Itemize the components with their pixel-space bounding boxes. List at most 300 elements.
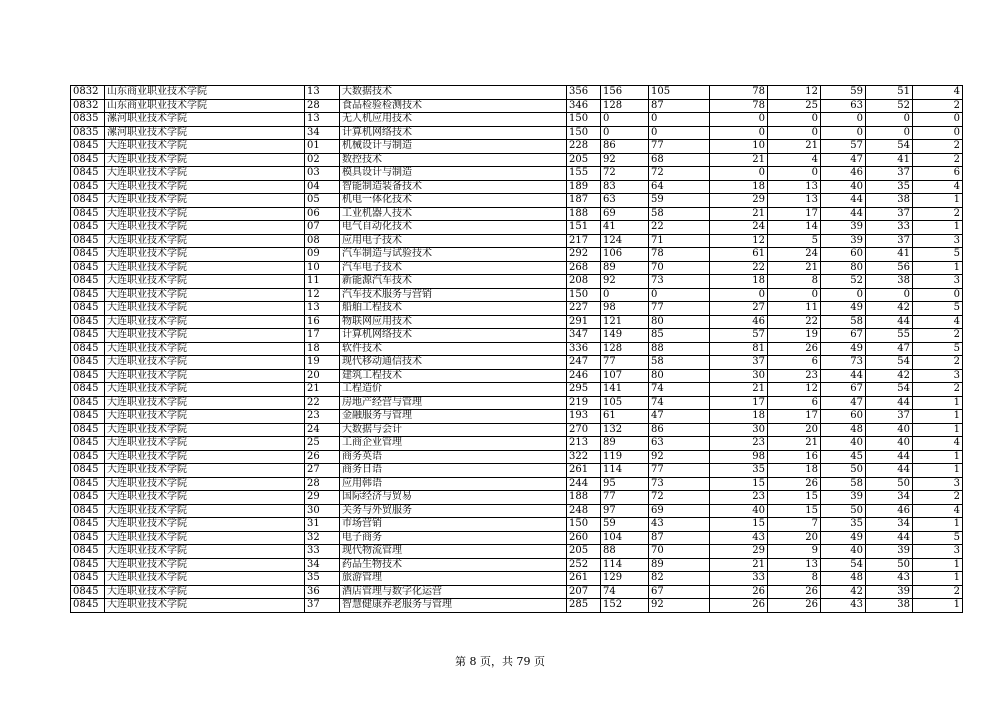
value-f-cell: 37 [866,234,913,248]
value-e-cell: 39 [821,221,866,235]
plan-count-cell: 213 [567,437,601,451]
value-c-cell: 18 [710,180,768,194]
school-code-cell: 0845 [71,464,105,478]
value-g-cell: 1 [913,261,963,275]
value-d-cell: 18 [768,464,821,478]
value-d-cell: 15 [768,491,821,505]
value-a-cell: 149 [601,329,649,343]
value-e-cell: 50 [821,504,866,518]
value-g-cell: 0 [913,126,963,140]
value-c-cell: 98 [710,450,768,464]
plan-count-cell: 346 [567,99,601,113]
plan-count-cell: 150 [567,126,601,140]
value-d-cell: 12 [768,86,821,100]
value-g-cell: 1 [913,572,963,586]
plan-count-cell: 189 [567,180,601,194]
value-e-cell: 40 [821,545,866,559]
plan-count-cell: 248 [567,504,601,518]
value-d-cell: 26 [768,477,821,491]
value-c-cell: 29 [710,194,768,208]
page-footer: 第 8 页，共 79 页 [455,655,545,668]
value-f-cell: 38 [866,194,913,208]
value-e-cell: 0 [821,288,866,302]
plan-count-cell: 155 [567,167,601,181]
school-name-cell: 大连职业技术学院 [105,450,305,464]
major-code-cell: 23 [305,410,340,424]
major-code-cell: 03 [305,167,340,181]
table-row [71,585,963,599]
value-b-cell: 74 [649,383,710,397]
plan-count-cell: 268 [567,261,601,275]
value-a-cell: 63 [601,194,649,208]
value-a-cell: 89 [601,261,649,275]
value-a-cell: 83 [601,180,649,194]
value-e-cell: 44 [821,207,866,221]
value-c-cell: 30 [710,423,768,437]
value-e-cell: 47 [821,396,866,410]
major-name-cell: 现代物流管理 [340,545,567,559]
value-f-cell: 44 [866,315,913,329]
major-code-cell: 12 [305,288,340,302]
value-a-cell: 0 [601,126,649,140]
value-c-cell: 15 [710,518,768,532]
value-e-cell: 54 [821,558,866,572]
value-d-cell: 0 [768,167,821,181]
value-f-cell: 54 [866,383,913,397]
value-b-cell: 0 [649,113,710,127]
school-code-cell: 0845 [71,329,105,343]
major-code-cell: 13 [305,302,340,316]
table-row [71,153,963,167]
value-e-cell: 39 [821,491,866,505]
value-c-cell: 29 [710,545,768,559]
school-code-cell: 0845 [71,423,105,437]
school-code-cell: 0845 [71,369,105,383]
value-e-cell: 47 [821,153,866,167]
value-d-cell: 19 [768,329,821,343]
plan-count-cell: 247 [567,356,601,370]
major-name-cell: 电气自动化技术 [340,221,567,235]
major-name-cell: 关务与外贸服务 [340,504,567,518]
table-row [71,194,963,208]
school-name-cell: 山东商业职业技术学院 [105,86,305,100]
table-row [71,302,963,316]
plan-count-cell: 151 [567,221,601,235]
plan-count-cell: 150 [567,518,601,532]
school-name-cell: 大连职业技术学院 [105,531,305,545]
major-name-cell: 计算机网络技术 [340,329,567,343]
major-name-cell: 应用韩语 [340,477,567,491]
value-c-cell: 17 [710,396,768,410]
value-e-cell: 35 [821,518,866,532]
value-c-cell: 46 [710,315,768,329]
major-code-cell: 07 [305,221,340,235]
value-d-cell: 13 [768,180,821,194]
school-code-cell: 0845 [71,558,105,572]
major-code-cell: 34 [305,126,340,140]
major-code-cell: 27 [305,464,340,478]
major-name-cell: 大数据与会计 [340,423,567,437]
value-d-cell: 26 [768,342,821,356]
major-name-cell: 商务英语 [340,450,567,464]
table-row [71,329,963,343]
value-a-cell: 86 [601,140,649,154]
school-name-cell: 大连职业技术学院 [105,369,305,383]
value-e-cell: 58 [821,477,866,491]
major-code-cell: 04 [305,180,340,194]
value-a-cell: 97 [601,504,649,518]
school-name-cell: 大连职业技术学院 [105,545,305,559]
major-code-cell: 29 [305,491,340,505]
value-g-cell: 2 [913,140,963,154]
school-code-cell: 0845 [71,207,105,221]
value-f-cell: 37 [866,167,913,181]
value-d-cell: 22 [768,315,821,329]
value-e-cell: 52 [821,275,866,289]
table-row [71,234,963,248]
value-b-cell: 0 [649,288,710,302]
value-c-cell: 0 [710,167,768,181]
plan-count-cell: 291 [567,315,601,329]
school-code-cell: 0845 [71,518,105,532]
plan-count-cell: 246 [567,369,601,383]
value-f-cell: 50 [866,558,913,572]
value-e-cell: 63 [821,99,866,113]
plan-count-cell: 205 [567,545,601,559]
value-g-cell: 4 [913,437,963,451]
value-e-cell: 43 [821,599,866,613]
value-f-cell: 47 [866,342,913,356]
table-row [71,113,963,127]
value-d-cell: 15 [768,504,821,518]
value-f-cell: 0 [866,126,913,140]
table-row [71,531,963,545]
value-a-cell: 114 [601,464,649,478]
value-a-cell: 95 [601,477,649,491]
plan-count-cell: 356 [567,86,601,100]
major-code-cell: 06 [305,207,340,221]
plan-count-cell: 347 [567,329,601,343]
value-g-cell: 5 [913,302,963,316]
major-code-cell: 16 [305,315,340,329]
value-c-cell: 10 [710,140,768,154]
major-code-cell: 13 [305,113,340,127]
major-name-cell: 机电一体化技术 [340,194,567,208]
value-c-cell: 24 [710,221,768,235]
school-code-cell: 0845 [71,450,105,464]
school-code-cell: 0845 [71,342,105,356]
major-code-cell: 19 [305,356,340,370]
major-name-cell: 旅游管理 [340,572,567,586]
value-e-cell: 59 [821,86,866,100]
value-b-cell: 68 [649,153,710,167]
value-a-cell: 152 [601,599,649,613]
school-name-cell: 大连职业技术学院 [105,315,305,329]
value-c-cell: 26 [710,599,768,613]
value-a-cell: 129 [601,572,649,586]
plan-count-cell: 285 [567,599,601,613]
value-e-cell: 40 [821,437,866,451]
value-f-cell: 54 [866,356,913,370]
value-f-cell: 34 [866,491,913,505]
value-d-cell: 6 [768,356,821,370]
value-b-cell: 0 [649,126,710,140]
value-b-cell: 58 [649,207,710,221]
value-f-cell: 40 [866,423,913,437]
value-g-cell: 3 [913,369,963,383]
school-code-cell: 0832 [71,99,105,113]
table-row [71,383,963,397]
school-name-cell: 大连职业技术学院 [105,167,305,181]
major-code-cell: 20 [305,369,340,383]
value-f-cell: 37 [866,410,913,424]
school-name-cell: 大连职业技术学院 [105,491,305,505]
value-b-cell: 69 [649,504,710,518]
value-e-cell: 60 [821,248,866,262]
value-a-cell: 88 [601,545,649,559]
value-a-cell: 128 [601,342,649,356]
value-b-cell: 92 [649,599,710,613]
major-code-cell: 17 [305,329,340,343]
value-d-cell: 8 [768,275,821,289]
major-name-cell: 软件技术 [340,342,567,356]
value-d-cell: 21 [768,261,821,275]
school-name-cell: 大连职业技术学院 [105,221,305,235]
major-code-cell: 33 [305,545,340,559]
value-d-cell: 9 [768,545,821,559]
major-name-cell: 工业机器人技术 [340,207,567,221]
value-d-cell: 8 [768,572,821,586]
value-a-cell: 132 [601,423,649,437]
major-name-cell: 电子商务 [340,531,567,545]
plan-count-cell: 228 [567,140,601,154]
school-name-cell: 大连职业技术学院 [105,383,305,397]
table-row [71,315,963,329]
value-f-cell: 50 [866,477,913,491]
value-c-cell: 18 [710,410,768,424]
major-name-cell: 汽车技术服务与营销 [340,288,567,302]
value-g-cell: 3 [913,545,963,559]
value-b-cell: 77 [649,302,710,316]
school-code-cell: 0845 [71,531,105,545]
value-d-cell: 0 [768,126,821,140]
value-b-cell: 70 [649,261,710,275]
table-row [71,369,963,383]
value-c-cell: 78 [710,86,768,100]
value-c-cell: 57 [710,329,768,343]
major-name-cell: 数控技术 [340,153,567,167]
major-name-cell: 酒店管理与数字化运营 [340,585,567,599]
school-code-cell: 0835 [71,126,105,140]
value-d-cell: 0 [768,288,821,302]
school-name-cell: 大连职业技术学院 [105,410,305,424]
school-code-cell: 0845 [71,140,105,154]
value-g-cell: 1 [913,410,963,424]
school-name-cell: 大连职业技术学院 [105,599,305,613]
major-name-cell: 商务日语 [340,464,567,478]
major-name-cell: 大数据技术 [340,86,567,100]
value-f-cell: 33 [866,221,913,235]
value-g-cell: 1 [913,450,963,464]
school-name-cell: 大连职业技术学院 [105,356,305,370]
major-name-cell: 物联网应用技术 [340,315,567,329]
major-name-cell: 智能制造装备技术 [340,180,567,194]
value-c-cell: 21 [710,383,768,397]
value-b-cell: 86 [649,423,710,437]
value-c-cell: 33 [710,572,768,586]
major-name-cell: 汽车制造与试验技术 [340,248,567,262]
major-code-cell: 01 [305,140,340,154]
table-row [71,599,963,613]
value-f-cell: 56 [866,261,913,275]
value-g-cell: 1 [913,599,963,613]
value-b-cell: 47 [649,410,710,424]
major-name-cell: 房地产经营与管理 [340,396,567,410]
major-name-cell: 智慧健康养老服务与管理 [340,599,567,613]
school-code-cell: 0845 [71,167,105,181]
school-name-cell: 大连职业技术学院 [105,464,305,478]
school-code-cell: 0845 [71,302,105,316]
major-code-cell: 31 [305,518,340,532]
table-row [71,518,963,532]
value-b-cell: 73 [649,477,710,491]
plan-count-cell: 292 [567,248,601,262]
value-g-cell: 2 [913,383,963,397]
value-a-cell: 104 [601,531,649,545]
value-e-cell: 49 [821,302,866,316]
value-c-cell: 40 [710,504,768,518]
value-b-cell: 82 [649,572,710,586]
value-b-cell: 58 [649,356,710,370]
value-d-cell: 24 [768,248,821,262]
value-b-cell: 22 [649,221,710,235]
school-name-cell: 大连职业技术学院 [105,423,305,437]
value-g-cell: 1 [913,558,963,572]
major-code-cell: 25 [305,437,340,451]
school-name-cell: 大连职业技术学院 [105,248,305,262]
value-e-cell: 49 [821,531,866,545]
school-code-cell: 0845 [71,504,105,518]
value-e-cell: 42 [821,585,866,599]
value-f-cell: 39 [866,545,913,559]
table-row [71,207,963,221]
value-b-cell: 85 [649,329,710,343]
major-name-cell: 工程造价 [340,383,567,397]
value-d-cell: 16 [768,450,821,464]
value-a-cell: 119 [601,450,649,464]
value-a-cell: 98 [601,302,649,316]
value-d-cell: 11 [768,302,821,316]
major-code-cell: 22 [305,396,340,410]
table-row [71,356,963,370]
value-b-cell: 105 [649,86,710,100]
value-b-cell: 72 [649,491,710,505]
major-code-cell: 32 [305,531,340,545]
value-f-cell: 41 [866,153,913,167]
value-g-cell: 6 [913,167,963,181]
plan-count-cell: 227 [567,302,601,316]
value-b-cell: 77 [649,140,710,154]
major-name-cell: 机械设计与制造 [340,140,567,154]
value-g-cell: 2 [913,356,963,370]
table-row [71,86,963,100]
value-f-cell: 35 [866,180,913,194]
value-b-cell: 71 [649,234,710,248]
value-a-cell: 72 [601,167,649,181]
value-c-cell: 15 [710,477,768,491]
major-name-cell: 无人机应用技术 [340,113,567,127]
school-code-cell: 0845 [71,288,105,302]
school-code-cell: 0845 [71,599,105,613]
school-code-cell: 0845 [71,585,105,599]
school-name-cell: 大连职业技术学院 [105,288,305,302]
value-e-cell: 0 [821,113,866,127]
plan-count-cell: 217 [567,234,601,248]
value-c-cell: 22 [710,261,768,275]
value-d-cell: 5 [768,234,821,248]
school-name-cell: 大连职业技术学院 [105,572,305,586]
value-f-cell: 46 [866,504,913,518]
value-g-cell: 3 [913,275,963,289]
major-code-cell: 09 [305,248,340,262]
value-c-cell: 61 [710,248,768,262]
major-name-cell: 食品检验检测技术 [340,99,567,113]
school-name-cell: 大连职业技术学院 [105,585,305,599]
school-code-cell: 0845 [71,396,105,410]
value-b-cell: 59 [649,194,710,208]
school-code-cell: 0845 [71,477,105,491]
value-d-cell: 7 [768,518,821,532]
value-g-cell: 4 [913,86,963,100]
value-e-cell: 80 [821,261,866,275]
value-d-cell: 26 [768,585,821,599]
school-name-cell: 大连职业技术学院 [105,194,305,208]
school-code-cell: 0835 [71,113,105,127]
table-row [71,491,963,505]
major-name-cell: 国际经济与贸易 [340,491,567,505]
value-d-cell: 20 [768,531,821,545]
value-c-cell: 12 [710,234,768,248]
table-row [71,261,963,275]
plan-count-cell: 260 [567,531,601,545]
school-name-cell: 山东商业职业技术学院 [105,99,305,113]
value-e-cell: 58 [821,315,866,329]
value-e-cell: 67 [821,329,866,343]
major-name-cell: 金融服务与管理 [340,410,567,424]
table-row [71,450,963,464]
value-d-cell: 23 [768,369,821,383]
major-code-cell: 10 [305,261,340,275]
value-d-cell: 13 [768,558,821,572]
value-f-cell: 40 [866,437,913,451]
table-row [71,477,963,491]
value-g-cell: 2 [913,491,963,505]
value-b-cell: 88 [649,342,710,356]
table-row [71,288,963,302]
value-f-cell: 51 [866,86,913,100]
major-code-cell: 24 [305,423,340,437]
value-c-cell: 78 [710,99,768,113]
value-d-cell: 12 [768,383,821,397]
value-b-cell: 73 [649,275,710,289]
value-g-cell: 3 [913,477,963,491]
value-d-cell: 6 [768,396,821,410]
major-code-cell: 30 [305,504,340,518]
table-row [71,248,963,262]
school-name-cell: 大连职业技术学院 [105,342,305,356]
value-d-cell: 26 [768,599,821,613]
table-row [71,504,963,518]
